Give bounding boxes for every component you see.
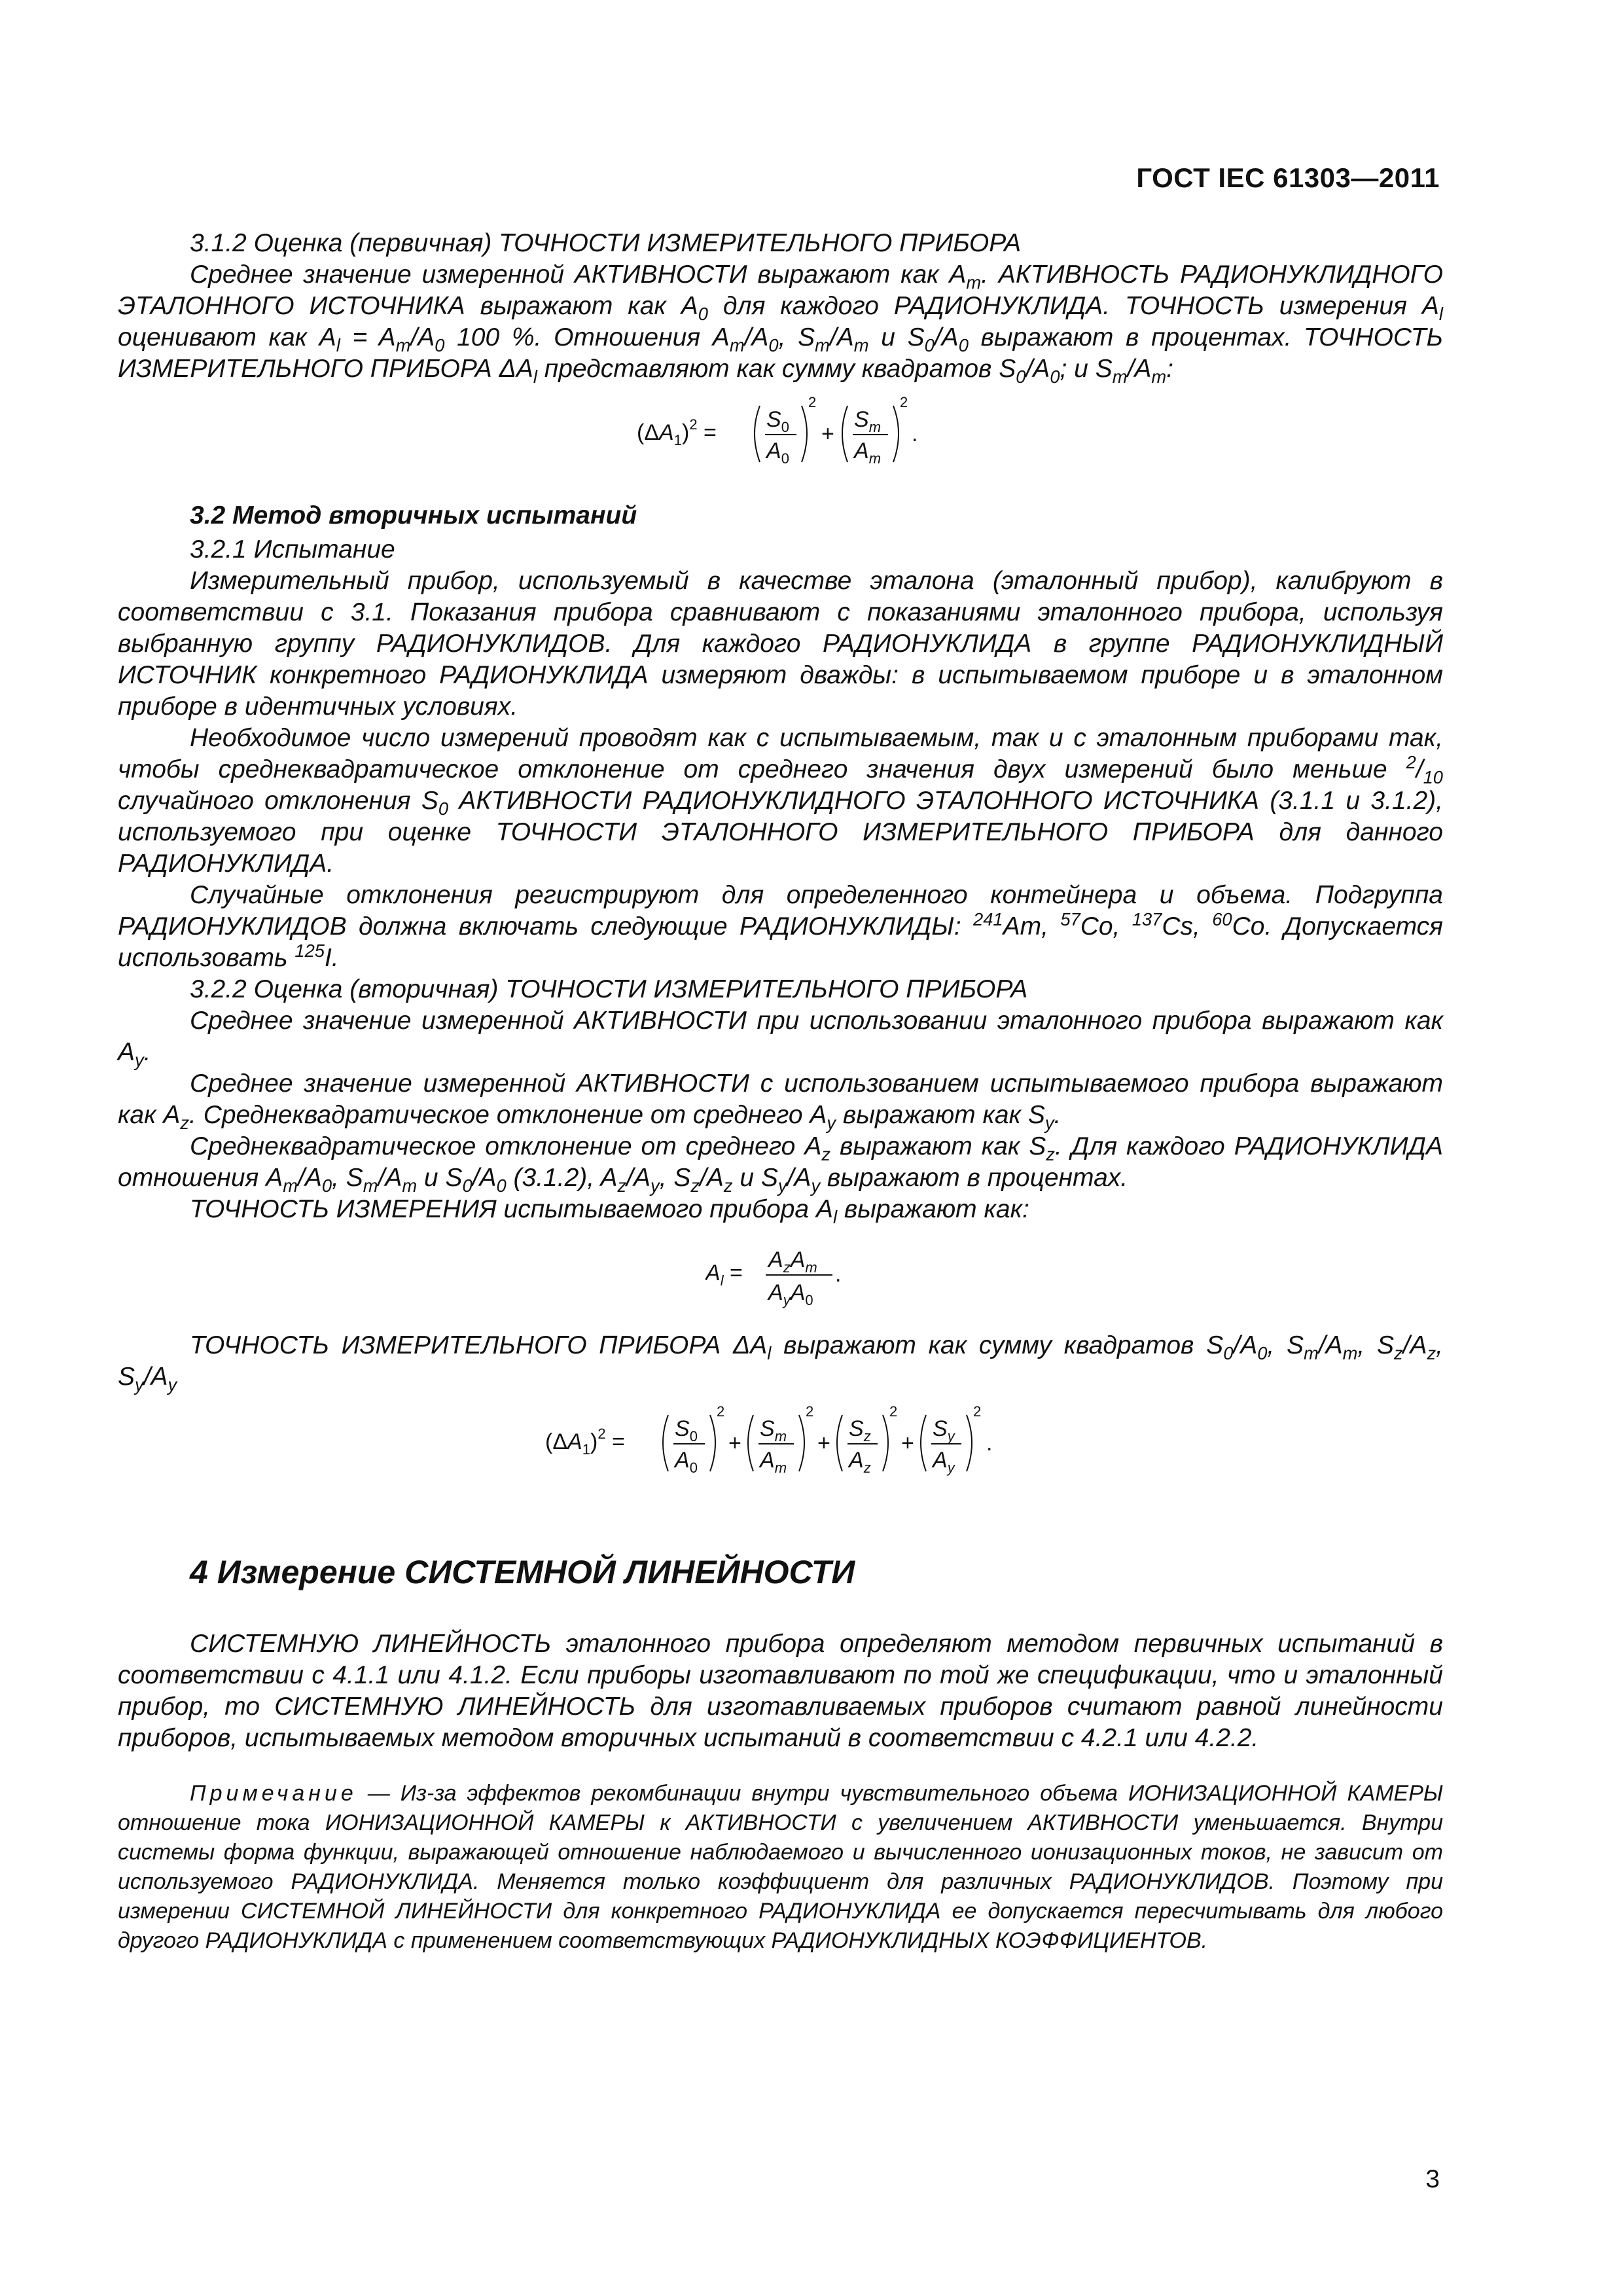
svg-text:Al =: $A_l$ =: [705, 1261, 743, 1289]
document-body: [118, 228, 1443, 1956]
section-3-2-2-paragraph-3: Среднеквадратическое отклонение от среднего $A_z$ выражают как $S_z$. Для каждого РАДИОНУКЛИДА отношения $A_m/A_0$, $S_m/A_m$ и $S_0/A_0$ (3.1.2), $A_z/A_y$, $S_z/A_z$ и $S_y/A_y$ выражают в процентах.: [118, 1132, 1443, 1196]
svg-text:A0: $A_0$: [766, 439, 789, 467]
formula-accuracy-sum-of-squares: [118, 1402, 1443, 1495]
note-label: Примечание: [190, 1781, 357, 1806]
page-number: 3: [1425, 2165, 1440, 2193]
svg-text:Sy: $S_y$: [932, 1416, 955, 1444]
svg-text:Am: $A_m$: [853, 439, 881, 467]
svg-text:Sz: $S_z$: [848, 1416, 871, 1444]
section-3-2-1-paragraph-2: Необходимое число измерений проводят как с испытываемым, так и с эталонным приборами так, чтобы среднеквадратическое отклонение от среднего значения двух измерений было меньше $^2/_{10}$ случайного отклонения $S_0$ АКТИВНОСТИ РАДИОНУКЛИДНОГО ЭТАЛОННОГО ИСТОЧНИКА (3.1.1 и 3.1.2), используемого при оценке ТОЧНОСТИ ЭТАЛОННОГО ИЗМЕРИТЕЛЬНОГО ПРИБОРА для данного РАДИОНУКЛИДА.: [118, 724, 1443, 878]
section-3-2-2-paragraph-4: ТОЧНОСТЬ ИЗМЕРЕНИЯ испытываемого прибора $A_l$ выражают как:: [190, 1195, 1029, 1227]
svg-text:+: +: [728, 1431, 741, 1456]
section-3-2-1-heading: 3.2.1 Испытание: [190, 535, 395, 564]
section-3-2-2-paragraph-2: Среднее значение измеренной АКТИВНОСТИ с использованием испытываемого прибора выражают как $A_z$. Среднеквадратическое отклонение от среднего $A_y$ выражают как $S_y$.: [118, 1069, 1443, 1133]
svg-text:2: 2: [972, 1403, 981, 1420]
svg-text:2: 2: [899, 394, 908, 410]
svg-text:S0: $S_0$: [674, 1416, 698, 1444]
section-3-2-heading: 3.2 Метод вторичных испытаний: [190, 501, 637, 529]
svg-text:Sm: $S_m$: [853, 407, 881, 435]
note-text: — Из-за эффектов рекомбинации внутри чувствительного объема ИОНИЗАЦИОННОЙ КАМЕРЫ отношение тока ИОНИЗАЦИОННОЙ КАМЕРЫ к АКТИВНОСТИ с увеличением АКТИВНОСТИ уменьшается. Внутри системы форма функции, выражающей отношение наблюдаемого и вычисленного ионизационных токов, не зависит от используемого РАДИОНУКЛИДА. Меняется только коэффициент для различных РАДИОНУКЛИДОВ. Поэтому при измерении СИСТЕМНОЙ ЛИНЕЙНОСТИ для конкретного РАДИОНУКЛИДА ее допускается пересчитывать для любого другого РАДИОНУКЛИДА с применением соответствующих РАДИОНУКЛИДНЫХ КОЭФФИЦИЕНТОВ.: [118, 1781, 1443, 1953]
svg-text:2: 2: [716, 1403, 724, 1420]
svg-text:2: 2: [889, 1403, 897, 1420]
section-3-2-1-paragraph-1: Измерительный прибор, используемый в качестве эталона (эталонный прибор), калибруют в соответствии с 3.1. Показания прибора сравнивают с показаниями эталонного прибора, используя выбранную группу РАДИОНУКЛИДОВ. Для каждого РАДИОНУКЛИДА в группе РАДИОНУКЛИДНЫЙ ИСТОЧНИК конкретного РАДИОНУКЛИДА измеряют дважды: в испытываемом приборе и в эталонном приборе в идентичных условиях.: [118, 567, 1443, 721]
section-3-2-2-paragraph-5: ТОЧНОСТЬ ИЗМЕРИТЕЛЬНОГО ПРИБОРА $\Delta A_l$ выражают как сумму квадратов $S_0/A_0$, $S_m/A_m$, $S_z/A_z$, $S_y/A_y$: [118, 1331, 1444, 1395]
svg-text:+: +: [817, 1431, 830, 1456]
svg-text:A0: $A_0$: [674, 1448, 698, 1476]
svg-text:(ΔA1)2 =: $(\Delta A_1)^2$ =: [636, 416, 717, 448]
svg-text:AzAm: $A_zA_m$: [768, 1247, 817, 1276]
svg-text:AyA0: $A_yA_0$: [768, 1280, 813, 1308]
svg-text:Sm: $S_m$: [759, 1416, 787, 1444]
standard-code-header: ГОСТ IEC 61303—2011: [1136, 162, 1440, 193]
svg-text:+: +: [821, 422, 834, 446]
section-3-2-2-paragraph-1: Среднее значение измеренной АКТИВНОСТИ при использовании эталонного прибора выражают как $A_y$.: [118, 1007, 1443, 1070]
svg-text:(ΔA1)2 =: $(\Delta A_1)^2$ =: [544, 1426, 625, 1458]
svg-text:.: .: [911, 422, 918, 446]
formula-accuracy-secondary: [118, 1234, 1443, 1321]
section-3-1-2-heading: 3.1.2 Оценка (первичная) ТОЧНОСТИ ИЗМЕРИТЕЛЬНОГО ПРИБОРА: [190, 229, 1022, 257]
svg-text:.: .: [986, 1431, 992, 1456]
svg-text:2: 2: [805, 1403, 813, 1420]
svg-text:S0: $S_0$: [766, 407, 789, 435]
svg-text:2: 2: [808, 394, 816, 410]
section-4-paragraph: СИСТЕМНУЮ ЛИНЕЙНОСТЬ эталонного прибора определяют методом первичных испытаний в соответствии с 4.1.1 или 4.1.2. Если приборы изготавливают по той же спецификации, что и эталонный прибор, то СИСТЕМНУЮ ЛИНЕЙНОСТЬ для изготавливаемых приборов считают равной линейности приборов, испытываемых методом вторичных испытаний в соответствии с 4.2.1 или 4.2.2.: [118, 1630, 1443, 1752]
section-4-note: [118, 1779, 1443, 1956]
section-3-1-2-paragraph: Среднее значение измеренной АКТИВНОСТИ выражают как $A_m$. АКТИВНОСТЬ РАДИОНУКЛИДНОГО ЭТАЛОННОГО ИСТОЧНИКА выражают как $A_0$ для каждого РАДИОНУКЛИДА. ТОЧНОСТЬ измерения $A_l$ оценивают как $A_l = A_m/A_0$ 100 %. Отношения $A_m/A_0$, $S_m/A_m$ и $S_0/A_0$ выражают в процентах. ТОЧНОСТЬ ИЗМЕРИТЕЛЬНОГО ПРИБОРА $\Delta A_l$ представляют как сумму квадратов $S_0/A_0$; и $S_m/A_m$:: [118, 260, 1444, 387]
svg-text:Am: $A_m$: [759, 1448, 787, 1476]
section-3-2-2-heading: 3.2.2 Оценка (вторичная) ТОЧНОСТИ ИЗМЕРИТЕЛЬНОГО ПРИБОРА: [190, 975, 1028, 1003]
formula-accuracy-primary: [118, 394, 1443, 480]
svg-text:Ay: $A_y$: [932, 1448, 955, 1476]
svg-text:.: .: [834, 1262, 841, 1287]
section-4-heading: 4 Измерение СИСТЕМНОЙ ЛИНЕЙНОСТИ: [190, 1554, 855, 1590]
svg-text:Az: $A_z$: [848, 1448, 871, 1476]
section-3-2-1-paragraph-3: Случайные отклонения регистрируют для определенного контейнера и объема. Подгруппа РАДИОНУКЛИДОВ должна включать следующие РАДИОНУКЛИДЫ: $^{241}$Am, $^{57}$Co, $^{137}$Cs, $^{60}$Co. Допускается использовать $^{125}$I.: [118, 881, 1444, 972]
svg-text:+: +: [901, 1431, 914, 1456]
